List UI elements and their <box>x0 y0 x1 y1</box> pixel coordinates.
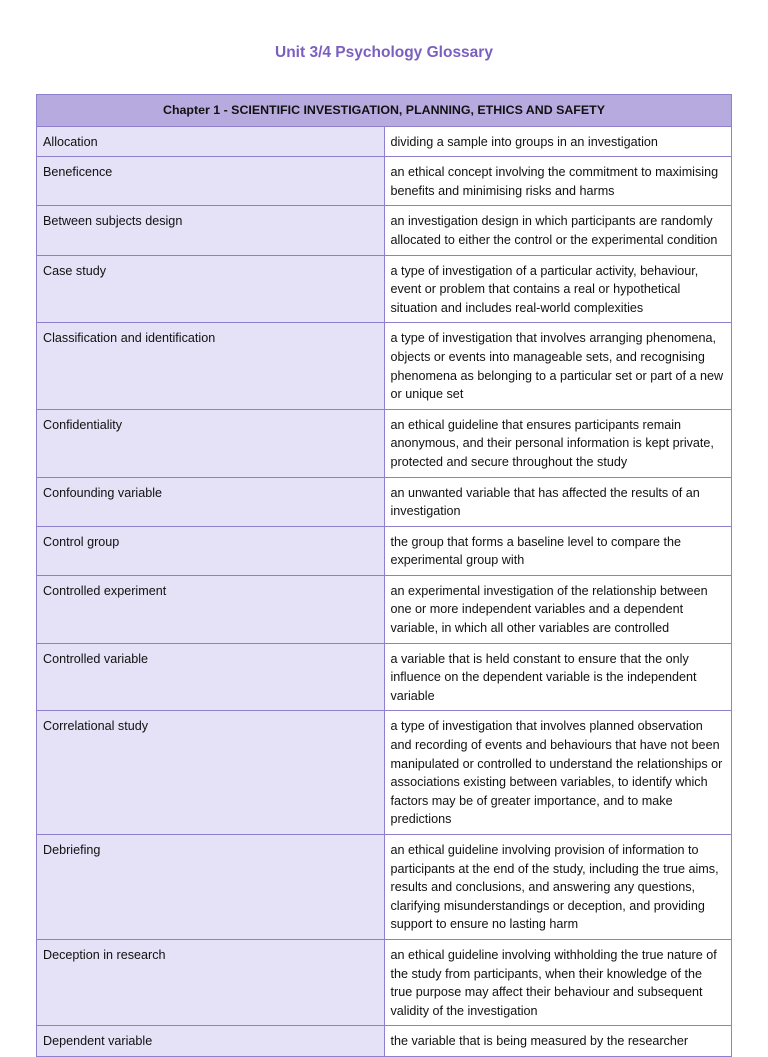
glossary-table <box>36 94 732 1057</box>
glossary-row <box>37 835 732 940</box>
glossary-definition: an unwanted variable that has affected the results of an investigation <box>384 477 732 526</box>
glossary-definition: an experimental investigation of the relationship between one or more independent variables and a dependent variable, in which all other variables are controlled <box>384 575 732 643</box>
glossary-term: Debriefing <box>37 835 385 940</box>
glossary-definition: an investigation design in which participants are randomly allocated to either the control or the experimental condition <box>384 206 732 255</box>
glossary-term: Correlational study <box>37 711 385 835</box>
glossary-term: Control group <box>37 526 385 575</box>
glossary-definition: a type of investigation that involves arranging phenomena, objects or events into manageable sets, and recognising phenomena as belonging to a particular set or part of a new or unique set <box>384 323 732 409</box>
glossary-body <box>37 126 732 1056</box>
glossary-row <box>37 711 732 835</box>
glossary-term: Classification and identification <box>37 323 385 409</box>
glossary-term: Beneficence <box>37 157 385 206</box>
glossary-term: Controlled experiment <box>37 575 385 643</box>
glossary-row <box>37 643 732 711</box>
glossary-definition: a variable that is held constant to ensure that the only influence on the dependent variable is the independent variable <box>384 643 732 711</box>
glossary-row <box>37 526 732 575</box>
chapter-header-row <box>37 95 732 127</box>
glossary-row <box>37 575 732 643</box>
glossary-row <box>37 477 732 526</box>
glossary-row <box>37 409 732 477</box>
glossary-term: Case study <box>37 255 385 323</box>
glossary-term: Between subjects design <box>37 206 385 255</box>
glossary-term: Confounding variable <box>37 477 385 526</box>
glossary-definition: an ethical guideline involving provision of information to participants at the end of the study, including the true aims, results and conclusions, and answering any questions, clarifying misunderstandings or deception, and providing support to ensure no lasting harm <box>384 835 732 940</box>
glossary-row <box>37 126 732 157</box>
glossary-term: Controlled variable <box>37 643 385 711</box>
glossary-row <box>37 1026 732 1057</box>
glossary-term: Allocation <box>37 126 385 157</box>
glossary-row <box>37 157 732 206</box>
glossary-definition: the variable that is being measured by the researcher <box>384 1026 732 1057</box>
glossary-row <box>37 255 732 323</box>
glossary-term: Confidentiality <box>37 409 385 477</box>
glossary-row <box>37 323 732 409</box>
glossary-term: Dependent variable <box>37 1026 385 1057</box>
glossary-definition: an ethical guideline involving withholding the true nature of the study from participants, when their knowledge of the true purpose may affect their behaviour and subsequent validity of the investigation <box>384 939 732 1025</box>
glossary-term: Deception in research <box>37 939 385 1025</box>
glossary-definition: dividing a sample into groups in an investigation <box>384 126 732 157</box>
chapter-heading: Chapter 1 - SCIENTIFIC INVESTIGATION, PLANNING, ETHICS AND SAFETY <box>37 95 732 127</box>
glossary-row <box>37 206 732 255</box>
glossary-definition: an ethical guideline that ensures participants remain anonymous, and their personal information is kept private, protected and secure throughout the study <box>384 409 732 477</box>
glossary-definition: the group that forms a baseline level to compare the experimental group with <box>384 526 732 575</box>
glossary-definition: a type of investigation of a particular activity, behaviour, event or problem that contains a real or hypothetical situation and includes real-world complexities <box>384 255 732 323</box>
glossary-definition: a type of investigation that involves planned observation and recording of events and behaviours that have not been manipulated or controlled to understand the relationships or associations existing between variables, to identify which factors may be of greater importance, and to make predictions <box>384 711 732 835</box>
document-title: Unit 3/4 Psychology Glossary <box>275 44 493 61</box>
glossary-definition: an ethical concept involving the commitment to maximising benefits and minimising risks and harms <box>384 157 732 206</box>
glossary-row <box>37 939 732 1025</box>
